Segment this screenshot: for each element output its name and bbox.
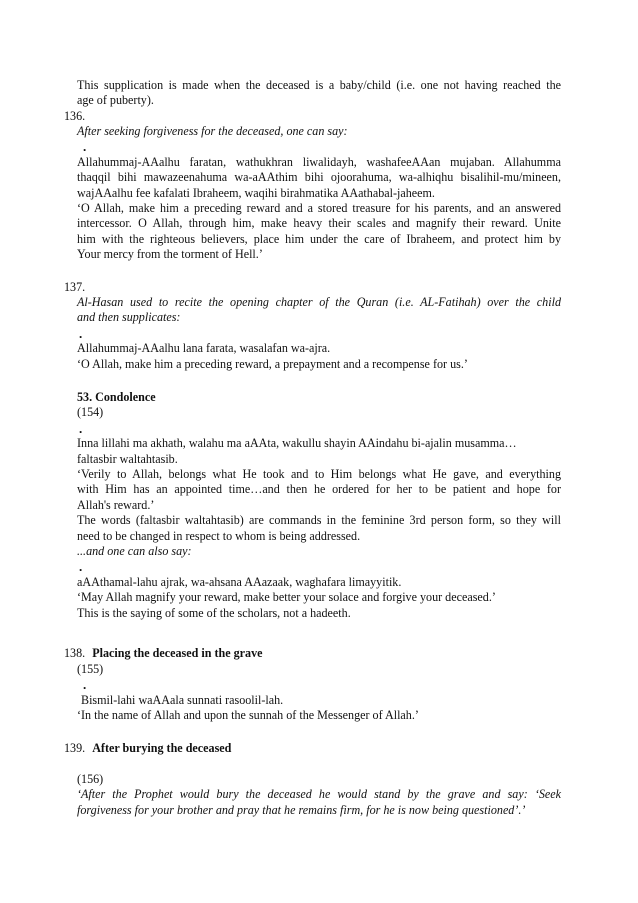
- translation-line: intercessor. O Allah, through him, make heavy their scales and magnify their reward. Unite: [77, 216, 561, 231]
- arabic-placeholder-dot: .: [83, 677, 87, 693]
- transliteration-line: Allahummaj-AAalhu faratan, wathukhran liwalidayh, washafeeAAan mujaban. Allahumma: [77, 154, 561, 169]
- explanation-line: need to be changed in respect to whom is being addressed.: [77, 528, 361, 543]
- section-139-heading-row: [64, 741, 564, 756]
- reference-number: (156): [77, 772, 104, 786]
- section-note: forgiveness for your brother and pray that he remains firm, for he is now being questioned’.’: [77, 802, 526, 817]
- arabic-placeholder-dot: .: [79, 325, 83, 341]
- section-heading: After burying the deceased: [92, 741, 232, 755]
- transliteration-line: Bismil-lahi waAAala sunnati rasoolil-lah.: [81, 692, 284, 707]
- section-138-heading-row: [64, 646, 564, 661]
- section-note: ‘After the Prophet would bury the deceased he would stand by the grave and say: ‘Seek: [77, 787, 561, 802]
- section-137: [77, 295, 561, 372]
- section-note: and then supplicates:: [77, 310, 181, 325]
- arabic-placeholder-dot: .: [79, 420, 83, 436]
- translation-line: ‘In the name of Allah and upon the sunnah of the Messenger of Allah.’: [77, 708, 419, 723]
- section-note: Al-Hasan used to recite the opening chapter of the Quran (i.e. AL-Fatihah) over the child: [77, 295, 561, 309]
- section-note: After seeking forgiveness for the deceased, one can say:: [77, 124, 348, 138]
- intro-line: This supplication is made when the deceased is a baby/child (i.e. one not having reached the: [77, 78, 561, 92]
- section-heading: 53. Condolence: [77, 390, 156, 404]
- intro-paragraph: [77, 78, 561, 109]
- translation-line: ‘O Allah, make him a preceding reward and a stored treasure for his parents, and an answered: [77, 201, 561, 216]
- section-note: ...and one can also say:: [77, 544, 192, 559]
- translation-line: him with the righteous believers, place him under the care of Ibraheem, and protect him by: [77, 231, 561, 246]
- reference-number: (154): [77, 405, 104, 420]
- transliteration-line: wajAAalhu fee kafalati Ibraheem, waqihi birahmatika AAathabal-jaheem.: [77, 185, 435, 200]
- section-number-138: 138.: [64, 646, 86, 660]
- reference-number: (155): [77, 662, 104, 676]
- section-number-136: 136.: [64, 109, 86, 123]
- intro-line: age of puberty).: [77, 93, 154, 108]
- translation-line: ‘May Allah magnify your reward, make better your solace and forgive your deceased.’: [77, 590, 496, 605]
- explanation-line: This is the saying of some of the scholars, not a hadeeth.: [77, 605, 351, 620]
- section-number-139: 139.: [64, 741, 86, 755]
- translation-line: Your mercy from the torment of Hell.’: [77, 247, 263, 262]
- section-number-137: 137.: [64, 280, 86, 294]
- transliteration-line: aAAthamal-lahu ajrak, wa-ahsana AAazaak, waghafara limayyitik.: [77, 574, 402, 589]
- explanation-line: The words (faltasbir waltahtasib) are commands in the feminine 3rd person form, so they will: [77, 513, 561, 528]
- transliteration-line: Allahummaj-AAalhu lana farata, wasalafan wa-ajra.: [77, 341, 331, 356]
- transliteration-line: faltasbir waltahtasib.: [77, 451, 178, 466]
- section-139: [77, 772, 561, 818]
- translation-line: ‘Verily to Allah, belongs what He took and to Him belongs what He gave, and everything: [77, 467, 561, 482]
- section-136: [77, 124, 561, 263]
- translation-line: with Him has an appointed time…and then he ordered for her to be patient and hope for: [77, 482, 561, 497]
- transliteration-line: Inna lillahi ma akhath, walahu ma aAAta, wakullu shayin AAindahu bi-ajalin musamma…: [77, 436, 517, 451]
- section-condolence: [77, 390, 561, 621]
- section-138: [77, 662, 561, 724]
- transliteration-line: thaqqil bihi mawazeenahuma wa-aAAthim bihi ojoorahuma, wa-alhiqhu bisalihil-mu/mineen,: [77, 170, 561, 185]
- arabic-placeholder-dot: .: [79, 559, 83, 575]
- arabic-placeholder-dot: .: [83, 139, 87, 155]
- translation-line: ‘O Allah, make him a preceding reward, a prepayment and a recompense for us.’: [77, 356, 468, 371]
- translation-line: Allah's reward.’: [77, 497, 155, 512]
- section-heading: Placing the deceased in the grave: [92, 646, 263, 660]
